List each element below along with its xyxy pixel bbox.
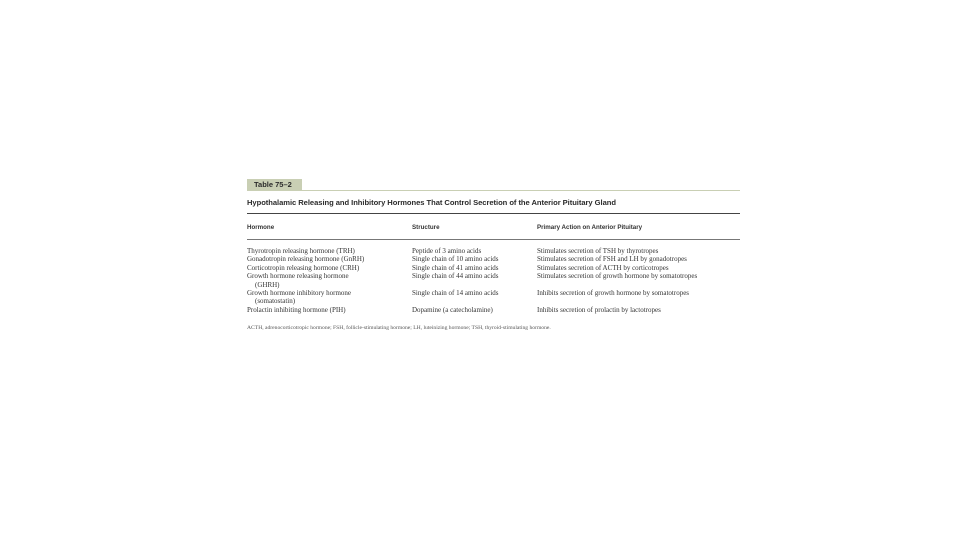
column-header-structure: Structure <box>412 224 440 231</box>
hormone-cell <box>247 306 412 314</box>
table-row <box>247 289 740 306</box>
hormone-table <box>247 179 740 331</box>
structure-cell: Single chain of 44 amino acids <box>412 272 499 281</box>
table-body <box>247 247 740 314</box>
action-cell: Inhibits secretion of growth hormone by somatotropes <box>537 289 690 298</box>
table-row <box>247 247 740 255</box>
label-rule <box>302 179 740 191</box>
column-header-action: Primary Action on Anterior Pituitary <box>537 224 643 231</box>
table-title: Hypothalamic Releasing and Inhibitory Hormones That Control Secretion of the Anterior Pituitary Gland <box>247 198 616 207</box>
hormone-name: Thyrotropin releasing hormone (TRH) <box>247 247 355 255</box>
action-cell: Stimulates secretion of TSH by thyrotropes <box>537 247 659 255</box>
table-row <box>247 306 740 314</box>
structure-cell: Single chain of 14 amino acids <box>412 289 499 298</box>
hormone-name: Prolactin inhibiting hormone (PIH) <box>247 305 346 314</box>
hormone-abbrev: (somatostatin) <box>255 297 296 306</box>
table-footnote: ACTH, adrenocorticotropic hormone; FSH, follicle-stimulating hormone; LH, luteinizing hormone; TSH, thyroid-stimulating hormone. <box>247 325 551 332</box>
table-row <box>247 255 740 263</box>
action-cell: Stimulates secretion of FSH and LH by gonadotropes <box>537 255 687 264</box>
hormone-name: Corticotropin releasing hormone (CRH) <box>247 263 360 272</box>
hormone-cell <box>247 264 412 272</box>
structure-cell: Single chain of 41 amino acids <box>412 263 499 272</box>
hormone-abbrev: (GHRH) <box>255 280 280 289</box>
action-cell: Inhibits secretion of prolactin by lactotropes <box>537 305 661 314</box>
structure-cell: Peptide of 3 amino acids <box>412 247 482 255</box>
column-headers <box>247 224 740 234</box>
hormone-cell <box>247 289 412 306</box>
hormone-cell <box>247 272 412 289</box>
structure-cell: Dopamine (a catecholamine) <box>412 305 493 314</box>
hormone-name: Gonadotropin releasing hormone (GnRH) <box>247 255 365 264</box>
action-cell: Stimulates secretion of growth hormone by somatotropes <box>537 272 698 281</box>
hormone-name: Growth hormone releasing hormone <box>247 272 349 281</box>
hormone-cell <box>247 255 412 263</box>
table-row <box>247 264 740 272</box>
column-header-hormone: Hormone <box>247 224 275 231</box>
table-label: Table 75–2 <box>247 179 302 191</box>
action-cell: Stimulates secretion of ACTH by corticotropes <box>537 263 669 272</box>
header-rule <box>247 239 740 240</box>
structure-cell: Single chain of 10 amino acids <box>412 255 499 264</box>
hormone-cell <box>247 247 412 255</box>
table-row <box>247 272 740 289</box>
table-label-bar <box>247 179 740 191</box>
hormone-name: Growth hormone inhibitory hormone <box>247 289 352 298</box>
title-rule <box>247 213 740 214</box>
